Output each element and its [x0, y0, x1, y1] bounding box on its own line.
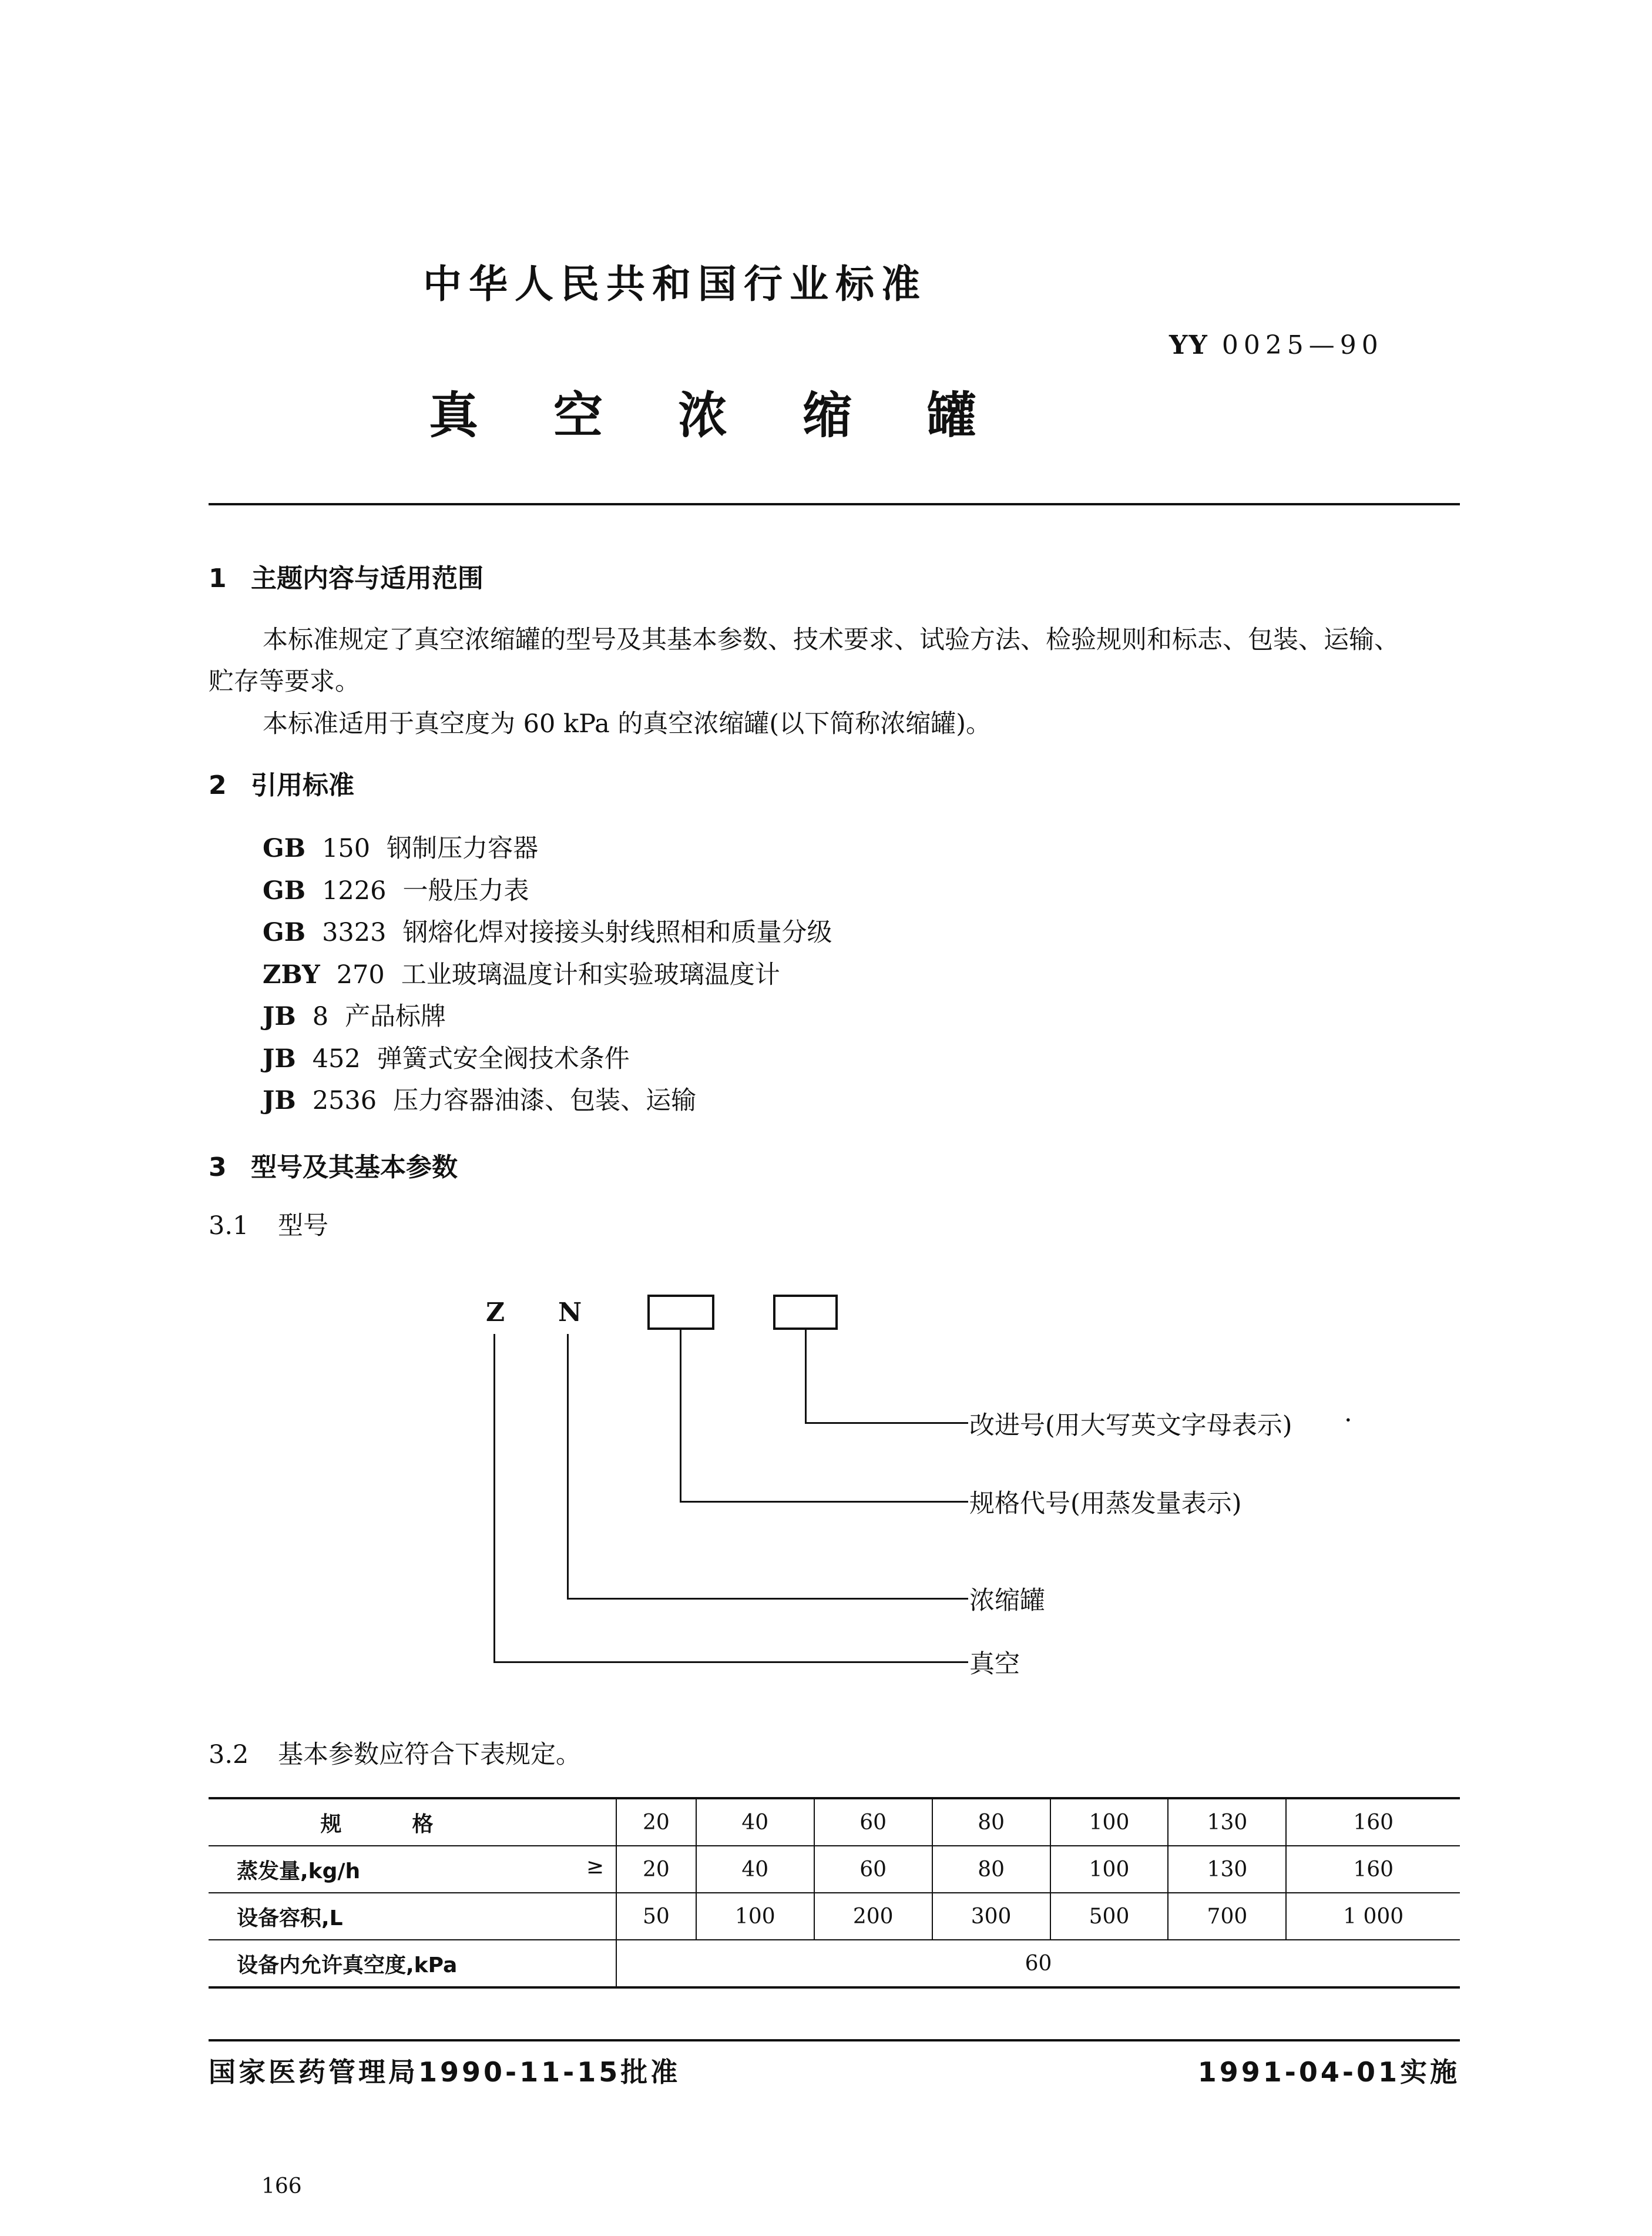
reference-number: 3323: [322, 918, 387, 947]
geq-sign: ≥: [586, 1854, 604, 1879]
reference-code: ZBY: [263, 960, 320, 990]
vacuum-label-cell: 设备内允许真空度,kPa: [209, 1940, 616, 1987]
label-improvement-code: 改进号(用大写英文字母表示): [969, 1411, 1292, 1440]
volume-cell: 300: [932, 1893, 1050, 1940]
section1-number: 1: [209, 564, 227, 594]
section2-number: 2: [209, 770, 227, 800]
evaporation-label-cell: [209, 1846, 616, 1893]
footer-divider: [209, 2039, 1460, 2041]
improvement-code-box: [773, 1295, 838, 1330]
evaporation-cell: 130: [1168, 1846, 1286, 1893]
evaporation-cell: 80: [932, 1846, 1050, 1893]
section1-para1-line2: 贮存等要求。: [209, 667, 360, 696]
reference-item: [263, 829, 538, 864]
section3-2-title: 基本参数应符合下表规定。: [278, 1740, 581, 1769]
page-number: 166: [261, 2174, 302, 2198]
spec-cell: 20: [616, 1798, 696, 1846]
section1-title: 主题内容与适用范围: [251, 564, 483, 594]
table-row-evaporation: [209, 1846, 1460, 1893]
diagram-letter-n: N: [558, 1298, 582, 1327]
reference-name: 钢制压力容器: [387, 834, 539, 863]
section1-heading: [209, 557, 483, 595]
section3-title: 型号及其基本参数: [251, 1152, 458, 1182]
reference-code: JB: [263, 1086, 296, 1115]
section2-heading: [209, 764, 354, 802]
improvement-leader-v: [805, 1327, 807, 1423]
reference-code: GB: [263, 876, 306, 906]
section1-para2: 本标准适用于真空度为 60 kPa 的真空浓缩罐(以下简称浓缩罐)。: [263, 709, 991, 739]
effective-date-text: 1991-04-01实施: [1197, 2056, 1460, 2088]
section3-number: 3: [209, 1152, 227, 1182]
evaporation-cell: 60: [814, 1846, 932, 1893]
spec-leader-v: [680, 1327, 681, 1502]
reference-item: [263, 871, 529, 907]
spec-cell: 80: [932, 1798, 1050, 1846]
spec-cell: 100: [1050, 1798, 1169, 1846]
standard-category: 中华人民共和国行业标准: [423, 262, 927, 307]
reference-name: 钢熔化焊对接接头射线照相和质量分级: [402, 918, 832, 947]
section1-para1-line1: 本标准规定了真空浓缩罐的型号及其基本参数、技术要求、试验方法、检验规则和标志、包装、运输、: [263, 625, 1399, 655]
volume-cell: 100: [696, 1893, 814, 1940]
volume-cell: 500: [1050, 1893, 1169, 1940]
reference-number: 452: [312, 1044, 361, 1074]
volume-cell: 700: [1168, 1893, 1286, 1940]
spec-code-box: [647, 1295, 714, 1330]
evaporation-cell: 100: [1050, 1846, 1169, 1893]
reference-name: 弹簧式安全阀技术条件: [377, 1044, 630, 1074]
vacuum-leader-v: [493, 1334, 495, 1662]
reference-name: 工业玻璃温度计和实验玻璃温度计: [401, 960, 780, 990]
volume-cell: 1 000: [1286, 1893, 1460, 1940]
standard-number: [1169, 330, 1384, 360]
reference-number: 8: [312, 1002, 329, 1031]
section2-title: 引用标准: [251, 770, 354, 800]
reference-number: 1226: [322, 876, 387, 906]
reference-code: GB: [263, 918, 306, 947]
section3-heading: [209, 1146, 458, 1184]
volume-cell: 50: [616, 1893, 696, 1940]
section3-1-number: 3.1: [209, 1211, 249, 1241]
section3-2-heading: [209, 1735, 581, 1771]
evaporation-cell: 40: [696, 1846, 814, 1893]
standard-prefix: YY: [1169, 330, 1208, 360]
section3-1-title: 型号: [278, 1211, 328, 1241]
header-divider: [209, 503, 1460, 505]
improvement-leader-h: [805, 1422, 968, 1424]
reference-code: JB: [263, 1044, 296, 1074]
reference-item: [263, 997, 446, 1032]
tank-leader-h: [567, 1598, 968, 1600]
vacuum-value-cell: 60: [616, 1940, 1460, 1987]
reference-name: 一般压力表: [402, 876, 529, 906]
reference-number: 270: [336, 960, 385, 990]
table-row-volume: [209, 1893, 1460, 1940]
reference-code: GB: [263, 834, 306, 863]
evaporation-label: 蒸发量,kg/h: [237, 1859, 361, 1883]
spec-leader-h: [680, 1501, 968, 1503]
spec-cell: 60: [814, 1798, 932, 1846]
reference-item: [263, 955, 780, 991]
document-title: 真空浓缩罐: [429, 387, 1052, 444]
standard-code: 0025—90: [1221, 330, 1384, 360]
label-spec-code: 规格代号(用蒸发量表示): [969, 1489, 1242, 1518]
vacuum-leader-h: [493, 1661, 968, 1663]
section3-2-number: 3.2: [209, 1740, 249, 1769]
table-row-vacuum: [209, 1940, 1460, 1987]
reference-name: 压力容器油漆、包装、运输: [393, 1086, 697, 1115]
evaporation-cell: 160: [1286, 1846, 1460, 1893]
section3-1-heading: [209, 1206, 328, 1242]
spec-cell: 40: [696, 1798, 814, 1846]
parameter-table: [209, 1797, 1460, 1989]
header-label-cell: 规格: [209, 1798, 616, 1846]
reference-number: 2536: [312, 1086, 377, 1115]
reference-item: [263, 1039, 630, 1075]
reference-number: 150: [322, 834, 371, 863]
label-vacuum: 真空: [969, 1650, 1020, 1679]
tank-leader-v: [567, 1334, 569, 1599]
evaporation-cell: 20: [616, 1846, 696, 1893]
spec-cell: 130: [1168, 1798, 1286, 1846]
approval-text: 国家医药管理局1990-11-15批准: [209, 2056, 681, 2088]
label-tank: 浓缩罐: [969, 1586, 1045, 1615]
reference-name: 产品标牌: [345, 1002, 446, 1031]
diagram-letter-z: Z: [486, 1298, 505, 1327]
reference-item: [263, 913, 832, 948]
volume-label-cell: 设备容积,L: [209, 1893, 616, 1940]
table-row-spec: [209, 1798, 1460, 1846]
spec-cell: 160: [1286, 1798, 1460, 1846]
stray-dot: ·: [1344, 1406, 1352, 1435]
reference-code: JB: [263, 1002, 296, 1031]
reference-item: [263, 1081, 696, 1117]
volume-cell: 200: [814, 1893, 932, 1940]
